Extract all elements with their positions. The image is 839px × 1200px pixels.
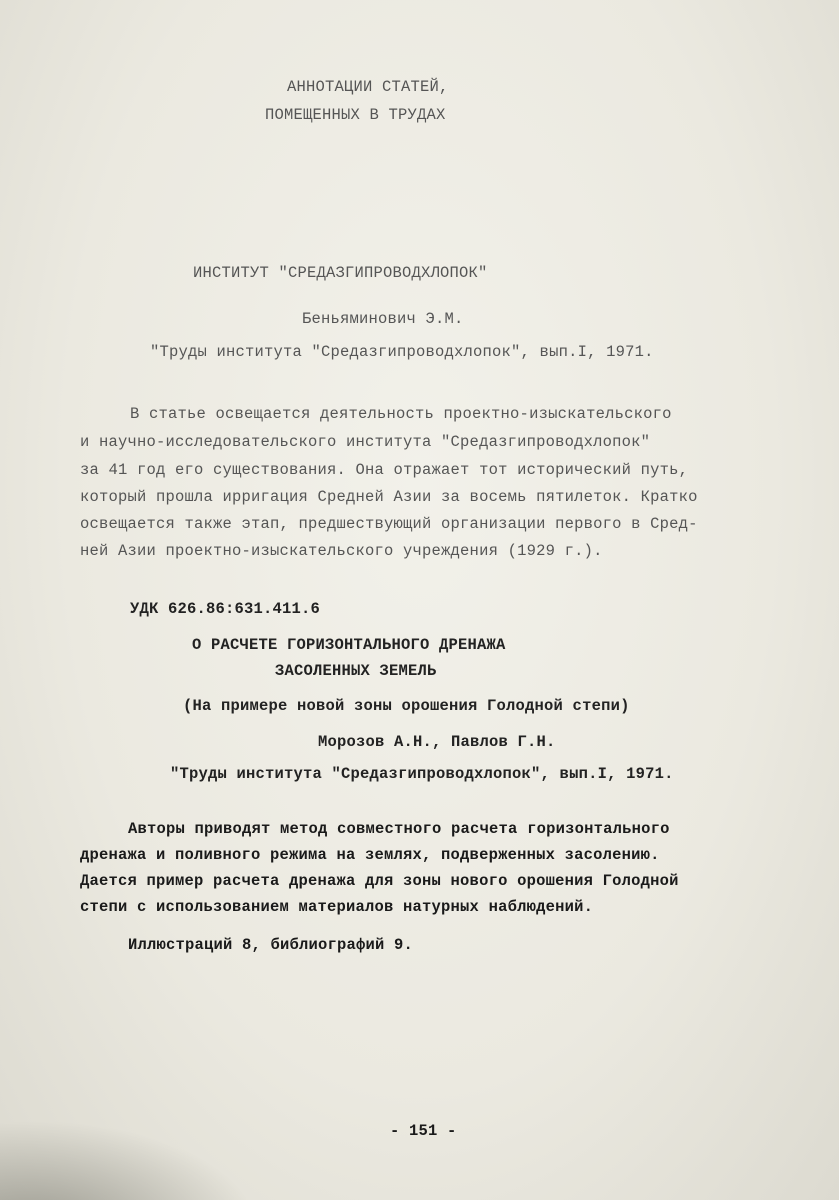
article2-authors: Морозов А.Н., Павлов Г.Н. <box>318 733 556 751</box>
scan-shadow <box>0 1120 260 1200</box>
page-number: - 151 - <box>390 1122 457 1140</box>
article2-abstract-line: Дается пример расчета дренажа для зоны нового орошения Голодной <box>80 872 679 890</box>
article1-abstract-line: и научно-исследовательского института "Средазгипроводхлопок" <box>80 433 651 451</box>
article1-abstract-line: за 41 год его существования. Она отражает тот исторический путь, <box>80 461 689 479</box>
article2-source: "Труды института "Средазгипроводхлопок", вып.I, 1971. <box>170 765 674 783</box>
article1-abstract-line: ней Азии проектно-изыскательского учреждения (1929 г.). <box>80 542 603 560</box>
article1-abstract-line: который прошла ирригация Средней Азии за восемь пятилеток. Кратко <box>80 488 698 506</box>
article1-abstract-line: В статье освещается деятельность проектно-изыскательского <box>130 405 672 423</box>
header-line-2: ПОМЕЩЕННЫХ В ТРУДАХ <box>265 106 446 124</box>
article2-title-line-2: ЗАСОЛЕННЫХ ЗЕМЕЛЬ <box>275 662 437 680</box>
article2-abstract-line: дренажа и поливного режима на землях, подверженных засолению. <box>80 846 660 864</box>
article1-abstract-line: освещается также этап, предшествующий организации первого в Сред- <box>80 515 698 533</box>
article2-title-line-1: О РАСЧЕТЕ ГОРИЗОНТАЛЬНОГО ДРЕНАЖА <box>192 636 506 654</box>
header-line-1: АННОТАЦИИ СТАТЕЙ, <box>287 78 449 96</box>
institute-name: ИНСТИТУТ "СРЕДАЗГИПРОВОДХЛОПОК" <box>193 264 488 282</box>
article2-subtitle: (На примере новой зоны орошения Голодной степи) <box>183 697 630 715</box>
article2-abstract-line: Авторы приводят метод совместного расчета горизонтального <box>128 820 670 838</box>
article2-stats: Иллюстраций 8, библиографий 9. <box>128 936 414 954</box>
article2-abstract-line: степи с использованием материалов натурных наблюдений. <box>80 898 594 916</box>
article2-udk: УДК 626.86:631.411.6 <box>130 600 321 618</box>
article1-source: "Труды института "Средазгипроводхлопок", вып.I, 1971. <box>150 343 654 361</box>
article1-author: Беньяминович Э.М. <box>302 310 464 328</box>
